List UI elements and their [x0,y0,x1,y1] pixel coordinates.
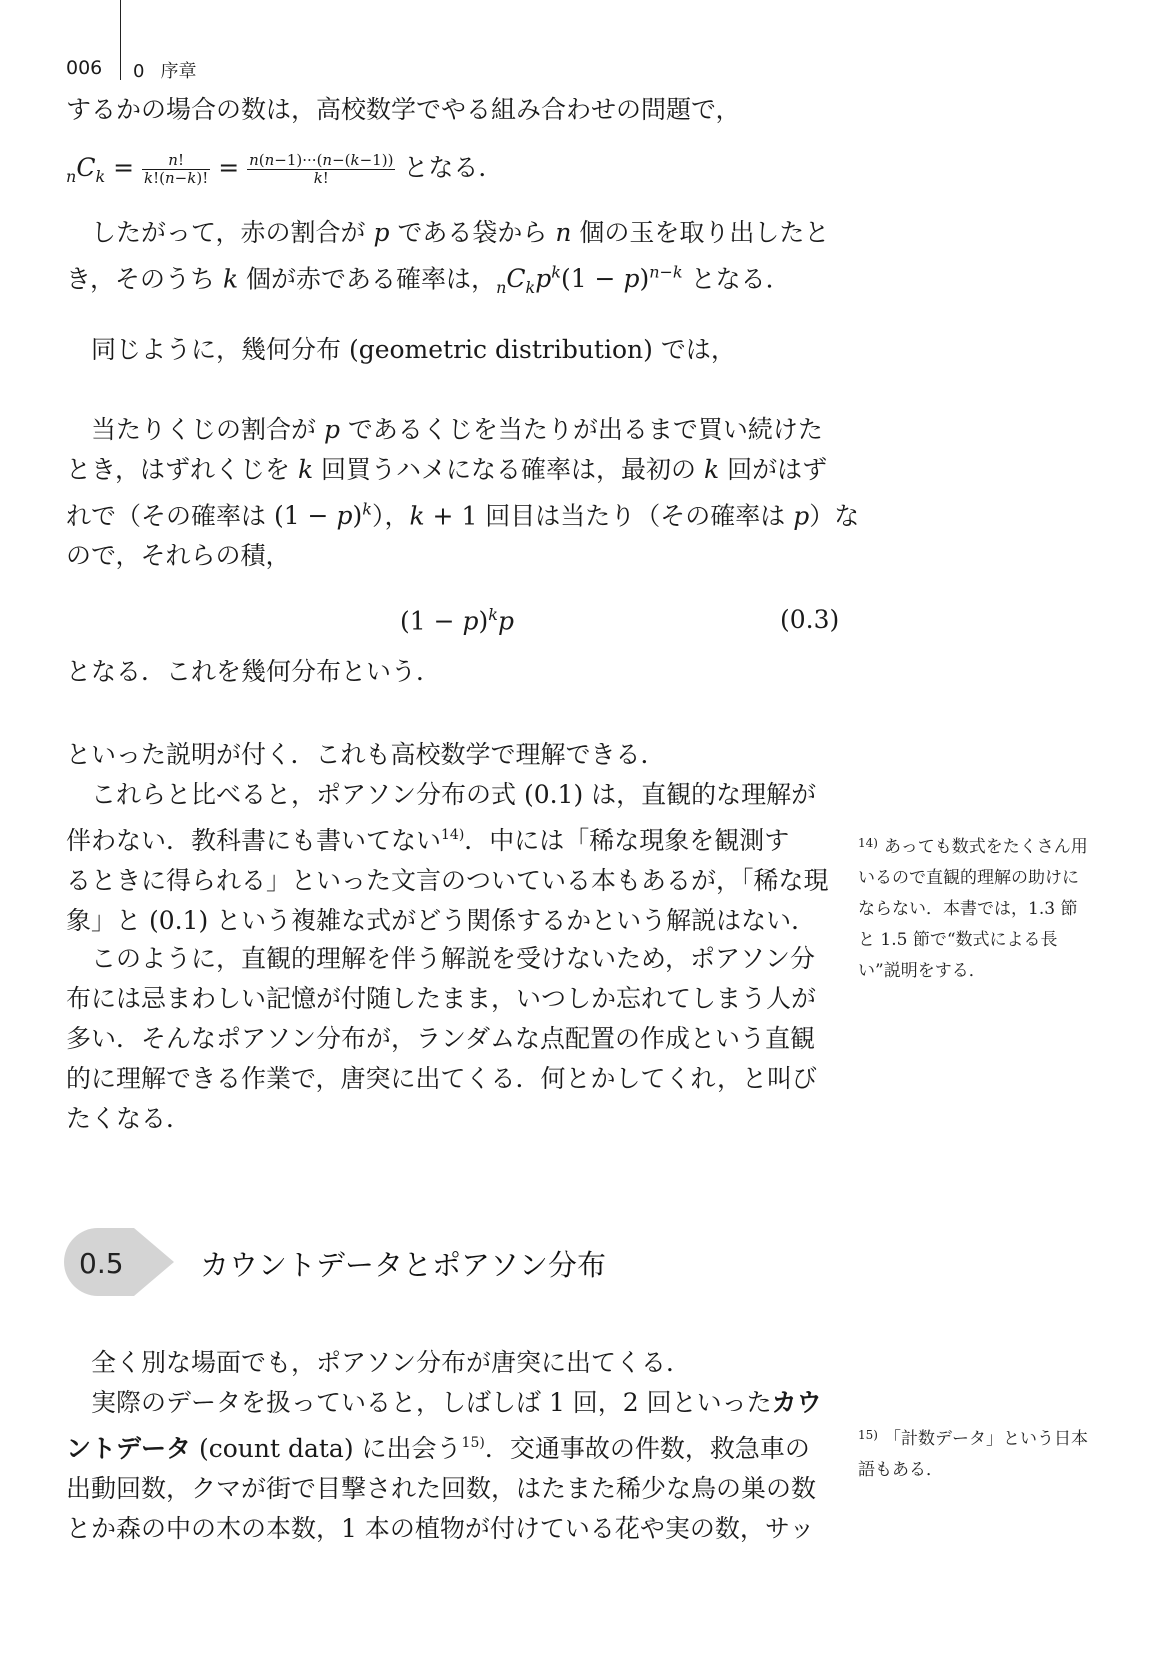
section-number: 0.5 [79,1247,124,1280]
page-number: 006 [66,57,103,79]
text-line: き，そのうち k 個が赤である確率は，$_nC_kp^k(1 - p)^{n-k}$ となる． [66,263,791,298]
paragraph-poisson-comparison [66,735,836,941]
text-line: ので，それらの積， [66,541,291,571]
header-rule [120,0,121,80]
text-line: といった説明が付く．これも高校数学で理解できる． [66,740,666,769]
equals-sign: = [218,153,248,182]
text-line: とき，はずれくじを k 回買うハメになる確率は，最初の k 回がはず [66,455,828,484]
note-marker: 14) [858,836,878,850]
note-text: 「計数データ」という日本語もある． [858,1429,1088,1480]
note-text: あっても数式をたくさん用いるので直観的理解の助けにならない．本書では，1.3 節と 1.5 節で“数式による長い”説明をする． [858,837,1088,981]
running-header [133,57,196,83]
paragraph-binomial [66,213,836,308]
text-line: 同じように，幾何分布 (geometric distribution) では， [91,335,736,364]
text-line: とか森の中の木の本数，1 本の植物が付けている花や実の数，サッ [66,1514,815,1543]
paragraph-combinations [66,90,836,130]
paragraph-count-data [66,1343,836,1549]
paragraph-poisson-memory [66,939,836,1139]
text-line: 出動回数，クマが街で目撃された回数，はたまた稀少な鳥の巣の数 [66,1474,817,1503]
text-line: 実際のデータを扱っていると，しばしば 1 回，2 回といったカウ [91,1388,822,1417]
footnote-ref: 14) [441,827,465,843]
chapter-title: 序章 [160,61,197,82]
section-title: カウントデータとポアソン分布 [200,1248,607,1282]
text-line: 布には忌まわしい記憶が付随したまま，いつしか忘れてしまう人が [66,984,817,1013]
text-line: となる．これを幾何分布という． [66,657,442,686]
equals-sign: = [113,153,143,182]
text-line: これらと比べると，ポアソン分布の式 (0.1) は，直観的な理解が [91,780,817,809]
text-line: するかの場合の数は，高校数学でやる組み合わせの問題で， [66,95,741,124]
text-line: るときに得られる」といった文言のついている本もあるが，「稀な現 [66,866,829,895]
text-line: 当たりくじの割合が p であるくじを当たりが出るまで買い続けた [91,415,823,444]
paragraph-geometric-intro [66,330,836,370]
text-line: れで（その確率は $(1 - p)^k$），k + 1 回目は当たり（その確率は p）な [66,500,860,531]
formula-nck: $_nC_k$ [66,153,106,186]
fraction-product: $\frac{n(n-1)\cdot\cdot\cdot(n-(k-1))}{k!}$ [249,151,394,187]
text-line: 伴わない．教科書にも書いてない$^{14)}$．中には「稀な現象を観測す [66,826,790,855]
note-marker: 15) [858,1428,878,1442]
text-line: 象」と (0.1) という複雑な式がどう関係するかという解説はない． [66,906,817,935]
text-line: 的に理解できる作業で，唐突に出てくる．何とかしてくれ，と叫び [66,1064,818,1093]
text-line: 全く別な場面でも，ポアソン分布が唐突に出てくる． [91,1348,692,1377]
paragraph-geometric [66,410,860,576]
term-count-data: カウ [771,1388,822,1417]
text-line: したがって，赤の割合が p である袋から n 個の玉を取り出したと [91,218,830,247]
text-line: たくなる． [66,1104,192,1133]
text-line: 多い．そんなポアソン分布が，ランダムな点配置の作成という直観 [66,1024,816,1053]
margin-note-14 [858,828,1088,987]
text-line: ントデータ (count data) に出会う$^{15)}$．交通事故の件数，救急車の [66,1434,810,1463]
combination-formula [66,148,836,197]
footnote-ref: 15) [461,1435,485,1451]
paragraph-geometric-conclusion [66,652,836,692]
margin-note-15 [858,1420,1088,1486]
fraction-factorial: $\frac{n!}{k!(n-k)!}$ [144,151,209,187]
text-line: このように，直観的理解を伴う解説を受けないため，ポアソン分 [91,944,816,973]
term-count-data: ントデータ [66,1434,192,1463]
geometric-equation: $(1 - p)^kp$ [400,605,514,636]
equation-label: (0.3) [780,605,840,634]
formula-suffix: となる． [403,153,504,182]
chapter-number: 0 [133,61,145,82]
